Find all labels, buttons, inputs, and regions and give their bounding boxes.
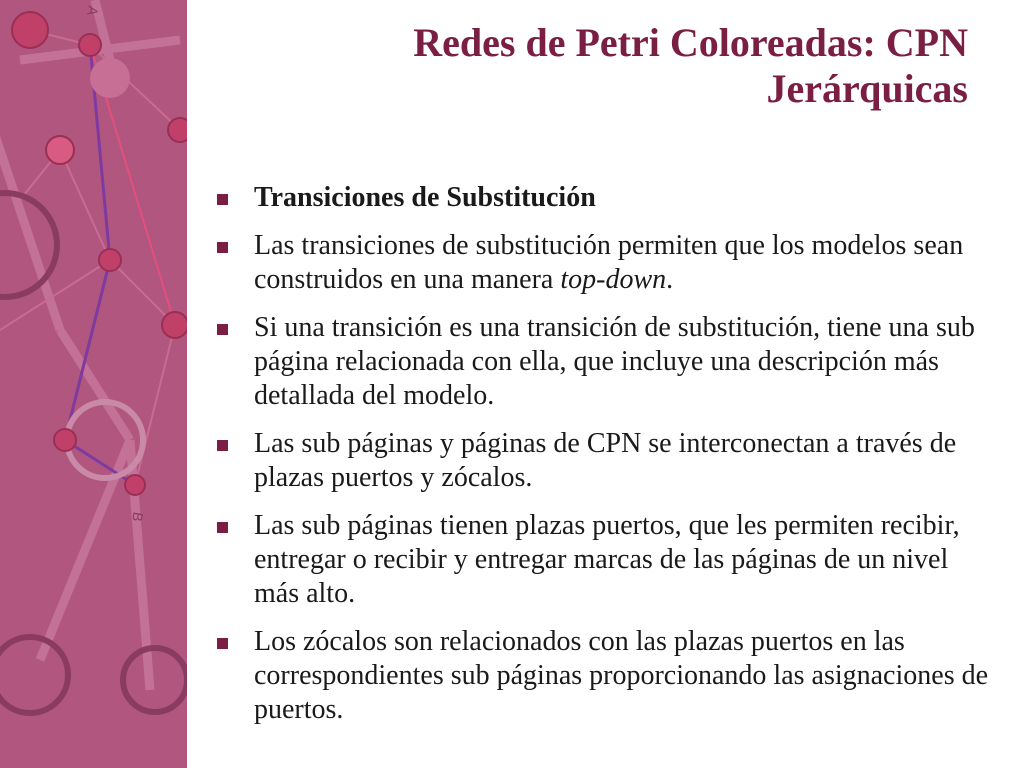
- bullet-item: [214, 625, 994, 727]
- bullet-text: Las sub páginas tienen plazas puertos, que les permiten recibir, entregar o recibir y entregar marcas de las páginas de un nivel más alto.: [254, 510, 960, 609]
- bullet-item: [214, 181, 994, 215]
- bullet-item: [214, 427, 994, 495]
- slide-title: Redes de Petri Coloreadas: CPN Jerárquicas: [413, 20, 968, 111]
- graph-label-b: B: [129, 510, 147, 523]
- bullet-item: [214, 311, 994, 413]
- bullet-text: Los zócalos son relacionados con las plazas puertos en las correspondientes sub páginas proporcionando las asignaciones de puertos.: [254, 626, 989, 725]
- bullet-text: .: [666, 264, 674, 295]
- bullet-item: [214, 509, 994, 611]
- network-graph-decoration: [0, 0, 187, 768]
- bullet-square-icon: [217, 324, 228, 335]
- bullet-square-icon: [217, 242, 228, 253]
- bullet-text: Si una transición es una transición de substitución, tiene una sub página relacionada con ella, que incluye una descripción más detallada del modelo.: [254, 312, 975, 411]
- bullet-square-icon: [217, 522, 228, 533]
- bullet-text: Transiciones de Substitución: [254, 182, 596, 213]
- bullet-square-icon: [217, 194, 228, 205]
- bullet-item: [214, 229, 994, 297]
- bullet-list: [214, 181, 994, 741]
- decorative-side-panel: [0, 0, 187, 768]
- bullet-emphasis-text: top-down: [560, 264, 667, 295]
- graph-label-a: A: [84, 4, 102, 17]
- bullet-square-icon: [217, 440, 228, 451]
- bullet-square-icon: [217, 638, 228, 649]
- bullet-text: Las sub páginas y páginas de CPN se interconectan a través de plazas puertos y zócalos.: [254, 428, 957, 493]
- bullet-text: Las transiciones de substitución permiten que los modelos sean construidos en una manera: [254, 230, 964, 295]
